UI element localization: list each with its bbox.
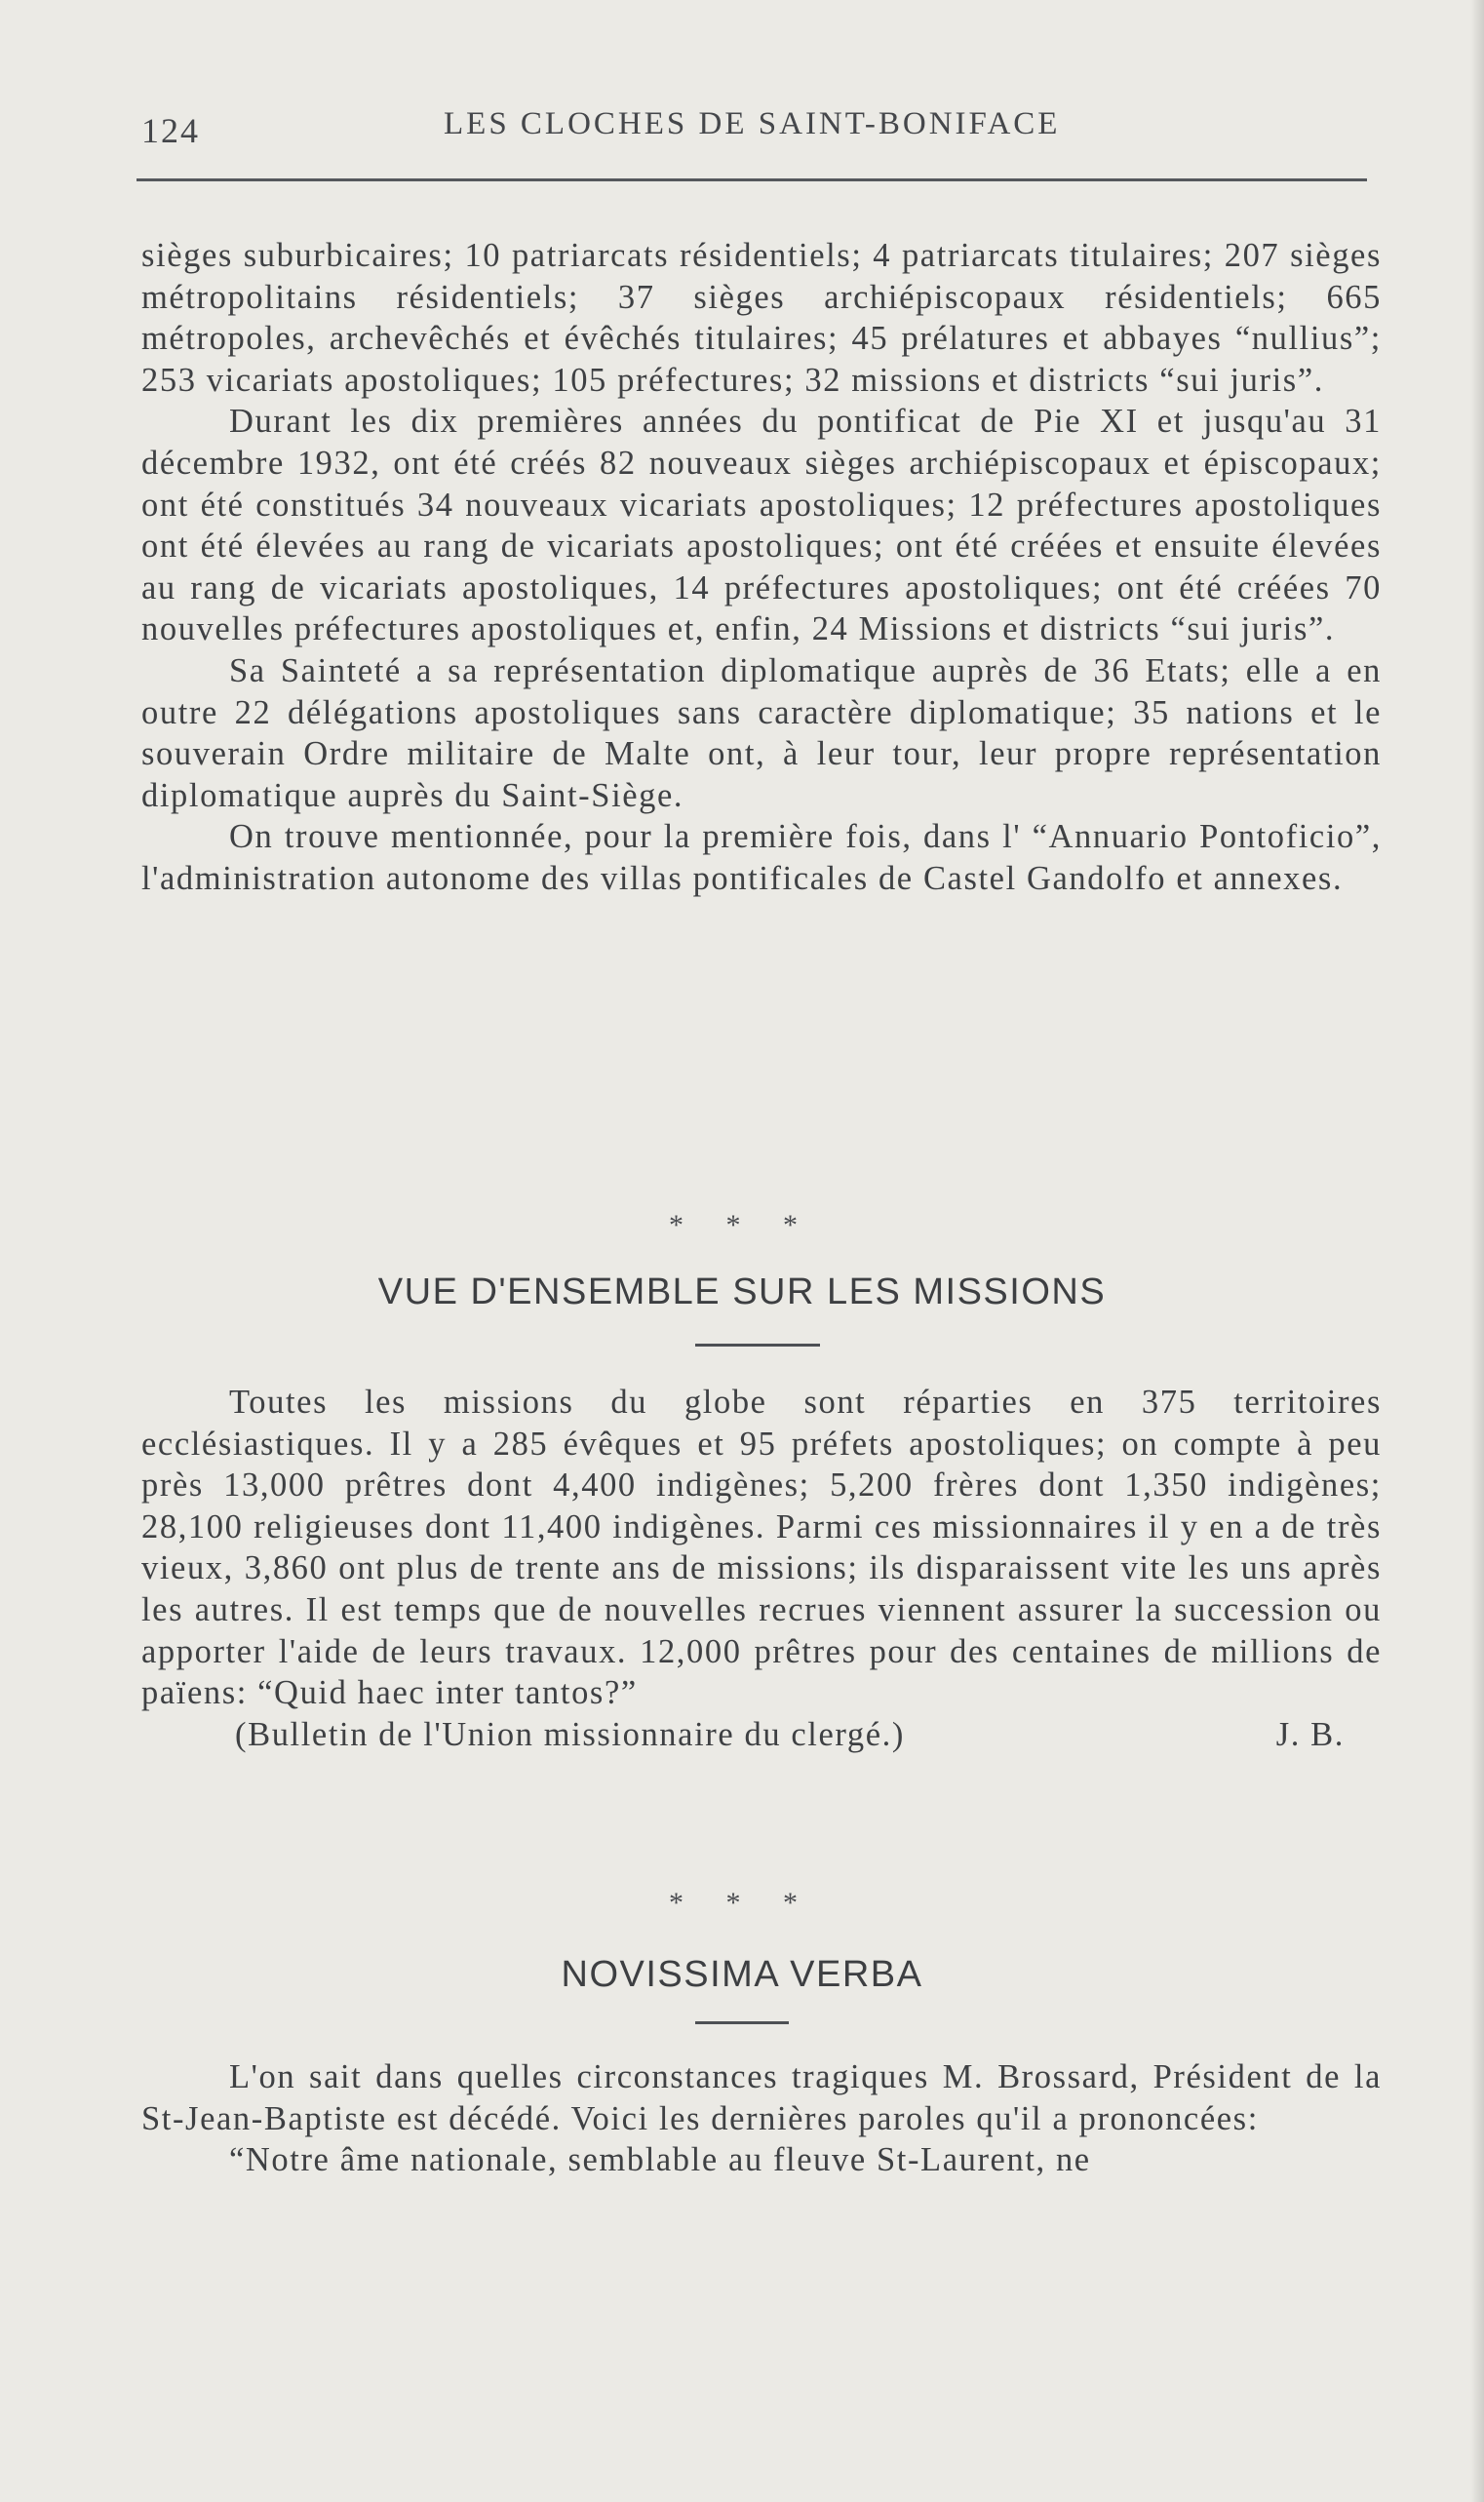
page-edge-shadow (1470, 0, 1484, 2502)
section-separator: * * * (669, 1209, 815, 1241)
paragraph: “Notre âme nationale, semblable au fleuve St-Laurent, ne (229, 2141, 1091, 2179)
paragraph: sièges suburbicaires; 10 patriarcats résidentiels; 4 patriarcats titulaires; 207 sièges métropolitains résidentiels; 37 sièges archiépiscopaux résidentiels; 665 métropoles, archevêchés et évêchés titulaires; 45 prélatures et abbayes “nullius”; 253 vicariats apostoliques; 105 préfectures; 32 missions et districts “sui juris”. (141, 237, 1382, 399)
source-line (141, 1714, 1382, 1756)
heading-underline (695, 1344, 820, 1347)
heading-underline (695, 2021, 789, 2024)
paragraph: Sa Sainteté a sa représentation diplomatique auprès de 36 Etats; elle a en outre 22 délégations apostoliques sans caractère diplomatique; 35 nations et le souverain Ordre militaire de Malte ont, à leur tour, leur propre représentation diplomatique auprès du Saint-Siège. (141, 651, 1382, 814)
section-heading: NOVISSIMA VERBA (561, 1954, 923, 1995)
page-header (141, 100, 1372, 149)
paragraph: L'on sait dans quelles circonstances tragiques M. Brossard, Président de la St-Jean-Baptiste est décédé. Voici les dernières paroles qu'il a prononcées: (141, 2058, 1382, 2137)
page-number: 124 (141, 111, 200, 150)
statistics-section (141, 235, 1382, 900)
paragraph: Toutes les missions du globe sont réparties en 375 territoires ecclésiastiques. Il y a 285 évêques et 95 préfets apostoliques; on compte à peu près 13,000 prêtres dont 4,400 indigènes; 5,200 frères dont 1,350 indigènes; 28,100 religieuses dont 11,400 indigènes. Parmi ces missionnaires il y en a de très vieux, 3,860 ont plus de trente ans de missions; ils disparaissent vite les uns après les autres. Il est temps que de nouvelles recrues viennent assurer la succession ou apporter l'aide de leurs travaux. 12,000 prêtres pour des centaines de millions de païens: “Quid haec inter tantos?” (141, 1384, 1382, 1712)
section-separator: * * * (669, 1887, 815, 1919)
section-heading: VUE D'ENSEMBLE SUR LES MISSIONS (377, 1271, 1107, 1312)
paragraph: On trouve mentionnée, pour la première fois, dans l' “Annuario Pontoficio”, l'administration autonome des villas pontificales de Castel Gandolfo et annexes. (141, 818, 1382, 897)
running-title: LES CLOCHES DE SAINT-BONIFACE (444, 106, 1061, 141)
header-rule (137, 178, 1367, 181)
paragraph: Durant les dix premières années du pontificat de Pie XI et jusqu'au 31 décembre 1932, ont été créés 82 nouveaux sièges archiépiscopaux et épiscopaux; ont été constitués 34 nouveaux vicariats apostoliques; 12 préfectures apostoliques ont été élevées au rang de vicariats apostoliques; ont été créées et ensuite élevées au rang de vicariats apostoliques, 14 préfectures apostoliques; ont été créées 70 nouvelles préfectures apostoliques et, enfin, 24 Missions et districts “sui juris”. (141, 403, 1382, 648)
author-initials: J. B. (1275, 1715, 1345, 1753)
source-citation: (Bulletin de l'Union missionnaire du clergé.) (235, 1715, 905, 1753)
missions-section (141, 1382, 1382, 1755)
novissima-section (141, 2056, 1382, 2181)
